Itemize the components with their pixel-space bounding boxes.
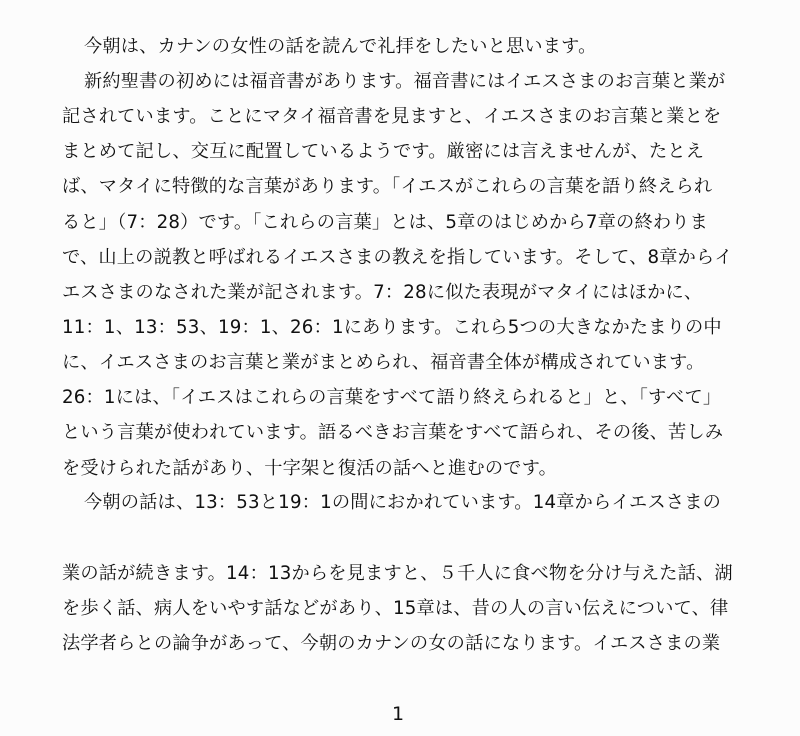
text-line-13: を受けられた話があり、十字架と復活の話へと進むのです。 — [62, 458, 558, 479]
text-line-12: という言葉が使われています。語るべきお言葉をすべて語られ、その後、苦しみ — [62, 422, 724, 443]
text-line-9: 11：1、13：53、19：1、26：1にあります。これら5つの大きなかたまりの中 — [62, 317, 722, 338]
text-line-3: 記されています。ことにマタイ福音書を見ますと、イエスさまのお言葉と業とを — [62, 106, 722, 127]
page-number: 1 — [392, 703, 405, 725]
text-line-15: 業の話が続きます。14：13からを見ますと、５千人に食べ物を分け与えた話、湖 — [62, 563, 733, 584]
text-line-4: まとめて記し、交互に配置しているようです。厳密には言えませんが、たとえ — [62, 141, 705, 162]
text-line-10: に、イエスさまのお言葉と業がまとめられ、福音書全体が構成されています。 — [62, 352, 705, 373]
text-line-5: ば、マタイに特徴的な言葉があります。「イエスがこれらの言葉を語り終えられ — [62, 176, 713, 197]
text-line-17: 法学者らとの論争があって、今朝のカナンの女の話になります。イエスさまの業 — [62, 633, 721, 654]
text-line-7: で、山上の説教と呼ばれるイエスさまの教えを指しています。そして、8章からイ — [62, 247, 733, 268]
text-line-1: 今朝は、カナンの女性の話を読んで礼拝をしたいと思います。 — [84, 36, 597, 57]
text-line-16: を歩く話、病人をいやす話などがあり、15章は、昔の人の言い伝えについて、律 — [62, 598, 729, 619]
text-line-11: 26：1には、「イエスはこれらの言葉をすべて語り終えられると」と、「すべて」 — [62, 387, 722, 408]
text-line-8: エスさまのなされた業が記されます。7：28に似た表現がマタイにはほかに、 — [62, 282, 703, 303]
text-line-14: 今朝の話は、13：53と19：1の間におかれています。14章からイエスさまの — [84, 492, 721, 513]
text-line-2: 新約聖書の初めには福音書があります。福音書にはイエスさまのお言葉と業が — [84, 71, 726, 92]
text-line-6: ると」（7：28）です。「これらの言葉」とは、5章のはじめから7章の終わりま — [62, 212, 708, 233]
